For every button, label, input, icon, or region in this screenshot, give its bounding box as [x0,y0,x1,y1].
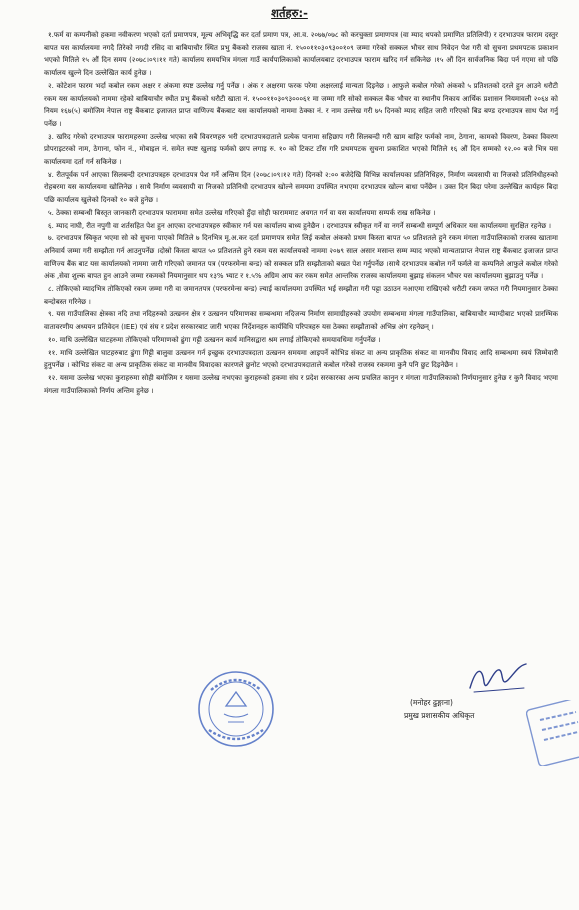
condition-paragraph: ११. माथि उल्लेखित घाटहरुबाट ढुंगा गिट्टी बालुवा उत्खनन गर्न इच्छुक दरभाउपत्रदाता उत्खनन समयमा आइपर्ने कोभिड संकट वा अन्य प्राकृतिक संकट वा मानवीय विवाद आदि सम्बन्धमा स्वयं जिम्मेवारी हुनुपर्नेछ । कोभिड संकट वा अन्य प्राकृतिक संकट वा मानवीय विवादका कारणले छुनोट भएको दरभाउपत्रदाताले कबोल गरेको राजस्व रकममा कुनै पनि छुट दिइनेछैन । [44,348,558,370]
condition-paragraph: ९. यस गाउँपालिका क्षेत्रका नदि तथा नदिहरुको उत्खनन क्षेत्र र उत्खनन परिमाणका सम्बन्धमा नदिजन्य निर्माण सामाग्रीहरुको उपयोग सम्बन्धमा मंगला गाउँपालिका, बाबियाचौर म्याग्दीबाट भएको प्रारम्भिक वातावरणीय अध्ययन प्रतिवेदन (IEE) एवं संघ र प्रदेश सरकारबाट जारी भएका निर्देशनहरु कार्यविधि परिपत्रहरु यस ठेक्का सम्झौताको अभिन्न अंग रहनेछन् । [44,310,558,332]
condition-paragraph: १२. यसमा उल्लेख भएका कुराहरुमा सोही बमोजिम र यसमा उल्लेख नभएका कुराहरुको हकमा संघ र प्रदेश सरकारका अन्य प्रचलित कानुन र मंगला गाउँपालिकाको निर्णयानुसार हुनेछ र कुनै विवाद भएमा मंगला गाउँपालिकाको निर्णय अन्तिम हुनेछ । [44,373,558,395]
condition-paragraph: ६. म्याद नाघी, रीत नपुगी वा शर्तसहित पेश हुन आएका दरभाउपत्रहरु स्वीकार गर्न यस कार्यालय बाध्य हुनेछैन । दरभाउपत्र स्वीकृत गर्ने वा नगर्ने सम्बन्धी सम्पूर्ण अधिकार यस कार्यालयमा सुरक्षित रहनेछ । [48,221,552,230]
condition-paragraph: १.फर्म वा कम्पनीको हकमा नवीकरण भएको दर्ता प्रमाणपत्र, मूल्य अभिवृद्धि कर दर्ता प्रमाण पत्र, आ.व. २०७७/०७८ को करचुक्ता प्रमाणपत्र (वा म्याद थपको प्रमाणित प्रतिलिपी) र दरभाउपत्र फाराम दस्तुर बापत यस कार्यालयमा नगदै तिरेको नगदी रसिद वा बाबियाचौर स्थित प्रभु बैंकको राजस्व खाता नं. १५००११०३०९३००१०९ जम्मा गरेको सक्कल भौचर साथ निवेदन पेश गरी यो सुचना प्रथमपटक प्रकाशन भएको मितिले १५ औं दिन समय (२०७८।०९।११ गते) कार्यालय समयभित्र मंगला गाउँ कार्यपालिकाको कार्यालयबाट दरभाउपत्र फाराम खरिद गर्न सकिनेछ ।१५ औं दिन सार्वजनिक बिदा पर्न गएमा सो पछि कार्यालय खुल्ने दिन उल्लेखित कार्य हुनेछ । [44,31,558,78]
condition-paragraph: ५. ठेक्का सम्बन्धी बिस्तृत जानकारी दरभाउपत्र फाराममा समेत उल्लेख गरिएको हुँदा सोही फाराममाट अवगत गर्न वा यस कार्यालयमा सम्पर्क राख सकिनेछ । [48,208,436,217]
signatory-name: (मनोहर ढुङ्गाना) [410,698,453,707]
signature-block [388,658,538,720]
handwritten-signature [464,658,534,698]
conditions-body [44,29,558,397]
condition-paragraph: ७. दरभाउपत्र स्विकृत भएमा सो को सुचना पाएको मितिले ७ दिनभित्र मू.अ.कर दर्ता प्रमाणपत्र समेत लिई कबोल अंकको प्रथम किस्ता बापत ५० प्रतिशतले हुने रकम मंगला गाउँपालिकाको राजस्व खातामा अनिवार्य जम्मा गरी सम्झौता गर्न आउनुपर्नेछ ।दोस्रो किस्ता बापत ५० प्रतिशतले हुने रकम यस कार्यालयको नाममा २०७९ साल असार मसान्त सम्म म्याद भएको मान्यताप्राप्त नेपाल राष्ट्र बैंकबाट इजाजत प्राप्त वाणिज्य बैंक बाट यस कार्यालयको नाममा जारी गरिएको जमानत पत्र (परफरमेन्स बन्ड) को सक्कल प्रति सम्झौताको बखत पेश गर्नुपर्नेछ ।साथै दरभाउपत्र कबोल गर्ने फर्मले वा कम्पनिले आफुले कबोल गरेको अंक ,सेवा शुल्क बापत हुन आउने जम्मा रकमको नियमानुसार थप १३% भ्याट र १.५% अग्रिम आय कर रकम समेत आन्तरिक राजस्व कार्यालयमा बुझाइ संकलन भौचर यस कार्यालयमा बुझाउनु पर्नेछ । [44,234,558,281]
signatory-title: प्रमुख प्रशासकीय अधिकृत [404,711,475,720]
condition-paragraph: २. कोटेशन फारम भर्दा कबोल रकम अक्षर र अंकमा स्पष्ट उल्लेख गर्नु पर्नेछ । अंक र अक्षरमा फरक परेमा अक्षरलाई मान्यता दिइनेछ । आफुले कबोल गरेको अंकको ५ प्रतिशतको दरले हुन आउने धरौटी रकम यस कार्यालयको नाममा रहेको बाबियाचौर स्थीत प्रभु बैंकको धरौटी खाता नं. १५००११०३०९३०००६१ मा जम्मा गरि सोको सक्कल बैंक भौचर वा स्थानीय निकाय आर्थिक प्रशासन नियमावली २०६४ को नियम १६७(५) बमोजिम नेपाल राष्ट्र बैंकबाट इजाजत प्राप्त वाणिज्य बैंकबाट यस कार्यालयको नाममा ठेक्का नं. र नाम उल्लेख गरी ७५ दिनको म्याद सहित जारी गरिएको बिड बण्ड दरभाउपत्र साथ पेश गर्नु पर्नेछ । [44,81,558,128]
condition-paragraph: ४. रीतपूर्वक पर्न आएका सिलबन्दी दरभाउपत्रहरु दरभाउपत्र पेश गर्ने अन्तिम दिन (२०७८।०९।१२ गते) दिनको २:०० बजेदेखि विभिन्न कार्यालयका प्रतिनिधिहरु, निर्माण व्यवसायी वा निजको प्रतिनिधीहरुको रोहबरमा यस कार्यालयमा खोलिनेछ । साथै निर्माण व्यवसायी वा निजको प्रतिनिधी दरभाउपत्र खोल्ने समयमा उपस्थित नभएमा दरभाउपत्र खोल्न बाधा पर्नेछैन । उक्त दिन बिदा परेमा उल्लेखित कार्यहरु बिदा पछि कार्यालय खुलेको दिनको १० बजे हुनेछ । [44,170,558,205]
page-title: शर्तहरु:- [271,6,308,20]
municipal-seal [195,668,277,750]
condition-paragraph: ३. खरिद गरेको दरभाउपत्र फारामहरुमा उल्लेख भएका सबै विवरणहरु भरी दरभाउपत्रदाताले प्रत्येक पानामा सहिछाप गरी सिलबन्दी गरी खाम बाहिर फर्मको नाम, ठेगाना, कामको विवरण, ठेक्का विवरण प्रोपराइटरको नाम, ठेगाना, फोन नं., मोबाइल नं. समेत स्पष्ट खुलाइ फर्मको छाप लगाइ रु. १० को टिकट टाँस गरि प्रथमपटक सुचना प्रकाशित भएको मितिले १६ औं दिन सम्मको १२.०० बजे भित्र यस कार्यालयमा दर्ता गर्न सकिनेछ । [44,132,558,167]
condition-paragraph: १०. माथि उल्लेखित घाटहरुमा तोकिएको परिमाणको ढुंगा गट्टी उत्खनन कार्य मानिसद्वारा श्रम लगाई तोकिएको समयावधिमा गर्नुपर्नेछ । [48,335,381,344]
condition-paragraph: ८. तोकिएको म्यादभित्र तोकिएको रकम जम्मा गरी वा जमानतपत्र (परफरमेन्स बन्ड) ल्याई कार्यालयमा उपस्थित भई सम्झौता गरी पट्टा उठाउन नआएमा राखिएको धरौटी रकम जफत गरी नियमानुसार ठेक्का बन्दोबस्त गरिनेछ । [44,285,558,306]
